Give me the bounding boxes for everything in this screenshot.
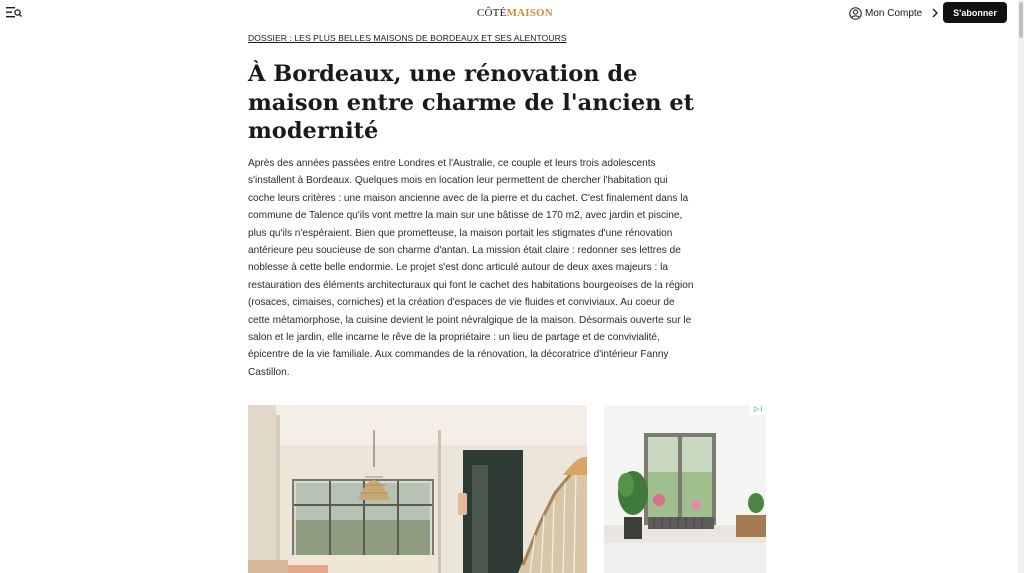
- adchoices-icon: ▷: [753, 406, 760, 413]
- account-label: Mon Compte: [865, 7, 923, 19]
- article-main-photo[interactable]: [248, 405, 587, 573]
- article-intro: Après des années passées entre Londres et l'Australie, ce couple et leurs trois adolescents s'installent à Bordeaux. Quelques mois en location leur permettent de chercher l'habitation qui coche leurs critères : une maison ancienne avec de la pierre et du cachet. C'est finalement dans la commune de Talence qu'ils vont mettre la main sur une bâtisse de 170 m2, avec jardin et piscine, plus qu'ils n'espéraient. Bien que prometteuse, la maison portait les stigmates d'une rénovation antérieure peu soucieuse de son charme d'antan. La mission était claire : redonner ses lettres de noblesse à cette belle endormie. Le projet s'est donc articulé autour de deux axes majeurs : la restauration des éléments architecturaux qui font le cachet des habitations bourgeoises de la région (rosaces, cimaises, corniches) et la création d'espaces de vie fluides et conviviaux. Au coeur de cette métamorphose, la cuisine devient le point névralgique de la maison. Désormais ouverte sur le salon et le jardin, elle incarne le rêve de la propriétaire : un lieu de partage et de convivialité, épicentre de la vie familiale. Aux commandes de la rénovation, la décoratrice d'intérieur Fanny Castillon.: [248, 158, 694, 378]
- logo-part-maison: MAISON: [506, 7, 553, 19]
- user-icon: [849, 7, 862, 20]
- advertisement[interactable]: [604, 405, 766, 573]
- living-room-illustration: [248, 405, 587, 573]
- page-scrollbar[interactable]: [1018, 0, 1024, 573]
- subscribe-button[interactable]: S'abonner: [943, 2, 1007, 23]
- site-header: [0, 0, 1018, 26]
- info-icon: ⅰ: [760, 406, 763, 413]
- ad-room-illustration: [604, 405, 766, 573]
- account-link[interactable]: [849, 5, 939, 21]
- chevron-right-icon: [931, 8, 939, 18]
- article-title: À Bordeaux, une rénovation de maison entre charme de l'ancien et modernité: [248, 61, 695, 144]
- site-logo[interactable]: [477, 7, 553, 19]
- menu-search-icon[interactable]: [6, 6, 22, 19]
- article-kicker-link[interactable]: DOSSIER : LES PLUS BELLES MAISONS DE BORDEAUX ET SES ALENTOURS: [248, 33, 567, 43]
- ad-badge[interactable]: [750, 405, 766, 415]
- scrollbar-thumb[interactable]: [1019, 2, 1023, 38]
- logo-part-cote: CÔTÉ: [477, 7, 507, 19]
